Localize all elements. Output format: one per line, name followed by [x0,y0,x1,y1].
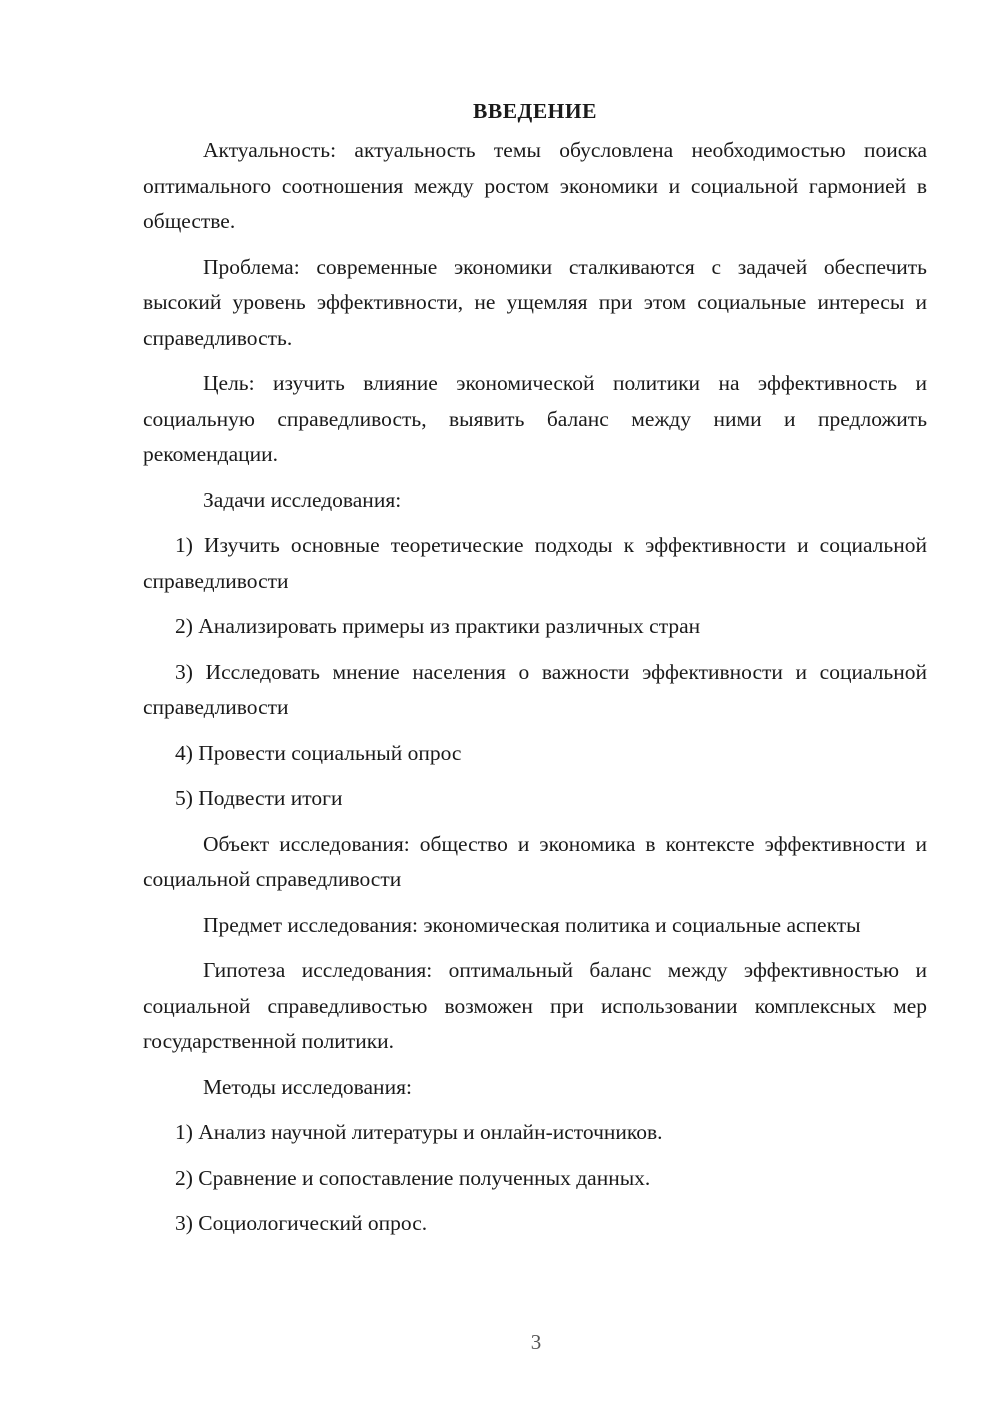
methods-heading: Методы исследования: [203,1074,412,1099]
object-paragraph: Объект исследования: общество и экономика в контексте эффективности и социальной справедливости [143,831,927,891]
section-title: ВВЕДЕНИЕ [473,99,597,123]
task-item-4: 4) Провести социальный опрос [175,740,462,765]
goal-paragraph: Цель: изучить влияние экономической политики на эффективность и социальную справедливость, выявить баланс между ними и предложить рекомендации. [143,371,927,466]
document-page [143,93,927,1252]
method-item-1: 1) Анализ научной литературы и онлайн-источников. [175,1120,663,1144]
task-item-1: 1) Изучить основные теоретические подходы к эффективности и социальной справедливости [143,533,927,593]
hypothesis-paragraph: Гипотеза исследования: оптимальный баланс между эффективностью и социальной справедливостью возможен при использовании комплексных мер государственной политики. [143,958,927,1053]
task-item-5: 5) Подвести итоги [175,786,343,810]
tasks-heading: Задачи исследования: [203,487,402,512]
page-number: 3 [530,1330,542,1354]
relevance-paragraph: Актуальность: актуальность темы обусловлена необходимостью поиска оптимального соотношения между ростом экономики и социальной гармонией в обществе. [143,138,927,233]
method-item-2: 2) Сравнение и сопоставление полученных данных. [175,1165,651,1190]
subject-paragraph: Предмет исследования: экономическая политика и социальные аспекты [203,912,861,937]
method-item-3: 3) Социологический опрос. [175,1211,428,1235]
task-item-3: 3) Исследовать мнение населения о важности эффективности и социальной справедливости [143,659,927,719]
problem-paragraph: Проблема: современные экономики сталкиваются с задачей обеспечить высокий уровень эффективности, не ущемляя при этом социальные интересы и справедливость. [143,254,927,350]
task-item-2: 2) Анализировать примеры из практики различных стран [175,614,701,638]
